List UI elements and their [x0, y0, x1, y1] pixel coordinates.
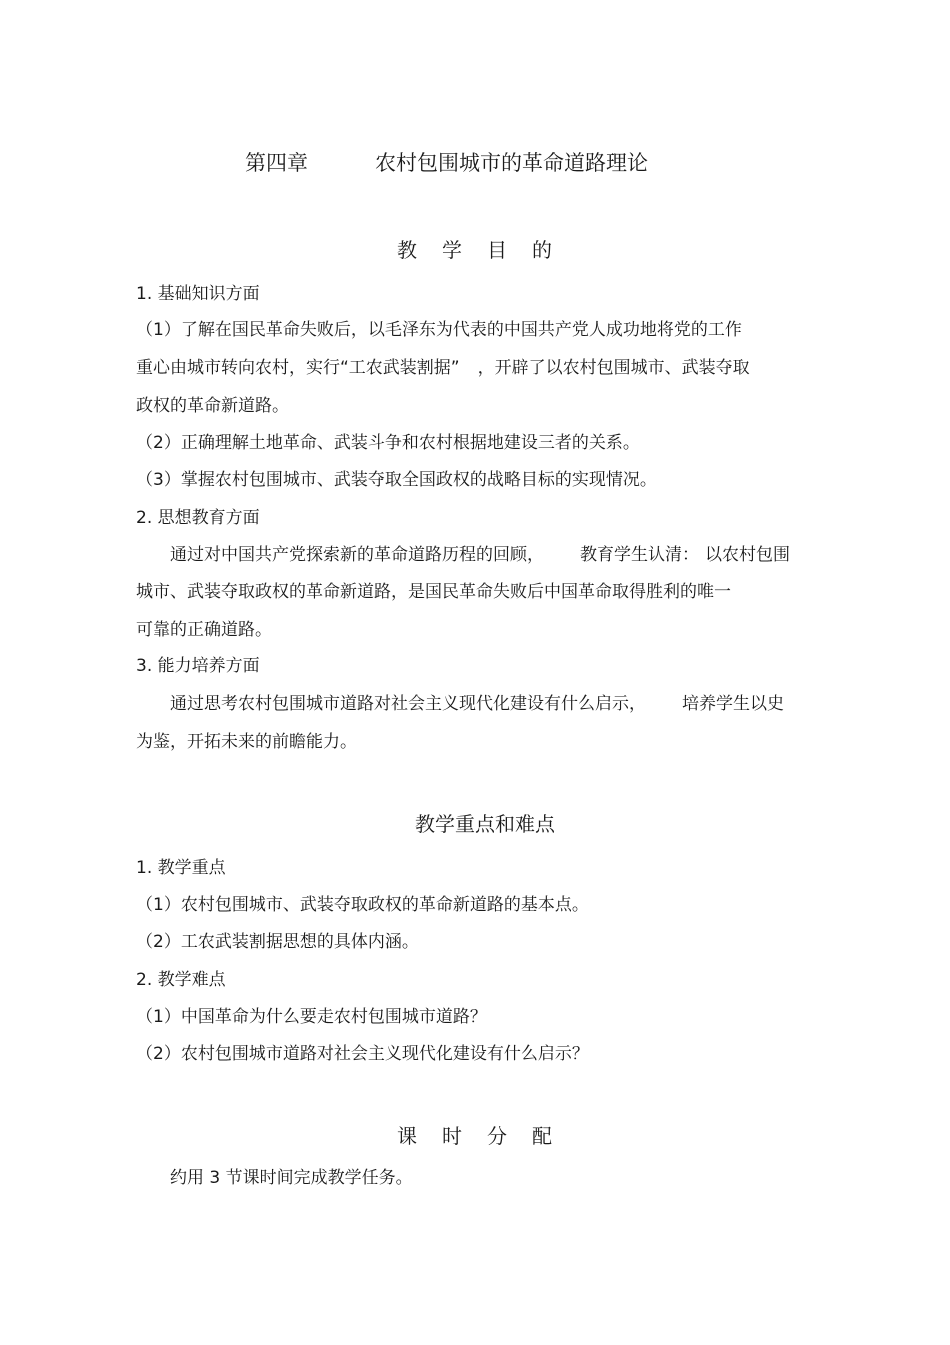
objectives-section-2-line-1 — [170, 545, 790, 565]
objectives-section-3-line-1 — [170, 694, 784, 714]
objectives-section-2-title: 2. 思想教育方面 — [136, 508, 260, 528]
objectives-item-1-line-2-part-2: ，开辟了以农村包围城市、武装夺取 — [477, 358, 750, 378]
chapter-name: 农村包围城市的革命道路理论 — [375, 151, 648, 175]
key-points-item-1: （1）农村包围城市、武装夺取政权的革命新道路的基本点。 — [136, 895, 589, 915]
schedule-text: 约用 3 节课时间完成教学任务。 — [170, 1168, 413, 1188]
difficult-points-section-title: 2. 教学难点 — [136, 970, 226, 990]
key-points-item-2: （2）工农武装割据思想的具体内涵。 — [136, 932, 419, 952]
objectives-section-2-line-3: 可靠的正确道路。 — [136, 620, 272, 640]
objectives-section-1-title: 1. 基础知识方面 — [136, 284, 260, 304]
objectives-section-2-line-1-part-3: 以农村包围 — [705, 545, 790, 565]
objectives-section-3-title: 3. 能力培养方面 — [136, 656, 260, 676]
chapter-number: 第四章 — [245, 151, 308, 175]
objectives-section-3-line-1-part-1: 通过思考农村包围城市道路对社会主义现代化建设有什么启示， — [170, 694, 646, 714]
objectives-item-2: （2）正确理解土地革命、武装斗争和农村根据地建设三者的关系。 — [136, 433, 640, 453]
objectives-item-1-line-1: （1）了解在国民革命失败后，以毛泽东为代表的中国共产党人成功地将党的工作 — [136, 320, 742, 340]
objectives-item-1-line-3: 政权的革命新道路。 — [136, 396, 289, 416]
difficult-points-item-2: （2）农村包围城市道路对社会主义现代化建设有什么启示？ — [136, 1044, 589, 1064]
objectives-section-3-line-1-part-2: 培养学生以史 — [682, 694, 784, 714]
difficult-points-item-1: （1）中国革命为什么要走农村包围城市道路？ — [136, 1007, 487, 1027]
schedule-heading: 课时分配 — [397, 1124, 577, 1148]
objectives-item-3: （3）掌握农村包围城市、武装夺取全国政权的战略目标的实现情况。 — [136, 470, 657, 490]
objectives-section-2-line-1-part-1: 通过对中国共产党探索新的革命道路历程的回顾， — [170, 545, 544, 565]
key-points-heading: 教学重点和难点 — [415, 812, 555, 836]
objectives-item-1-line-2 — [136, 358, 750, 378]
objectives-section-2-line-1-part-2: 教育学生认清： — [580, 545, 699, 565]
objectives-item-1-line-2-part-1: 重心由城市转向农村，实行“工农武装割据” — [136, 358, 460, 378]
objectives-section-2-line-2: 城市、武装夺取政权的革命新道路，是国民革命失败后中国革命取得胜利的唯一 — [136, 582, 731, 602]
objectives-heading: 教学目的 — [397, 238, 577, 262]
objectives-section-3-line-2: 为鉴，开拓未来的前瞻能力。 — [136, 732, 357, 752]
key-points-section-1-title: 1. 教学重点 — [136, 858, 226, 878]
